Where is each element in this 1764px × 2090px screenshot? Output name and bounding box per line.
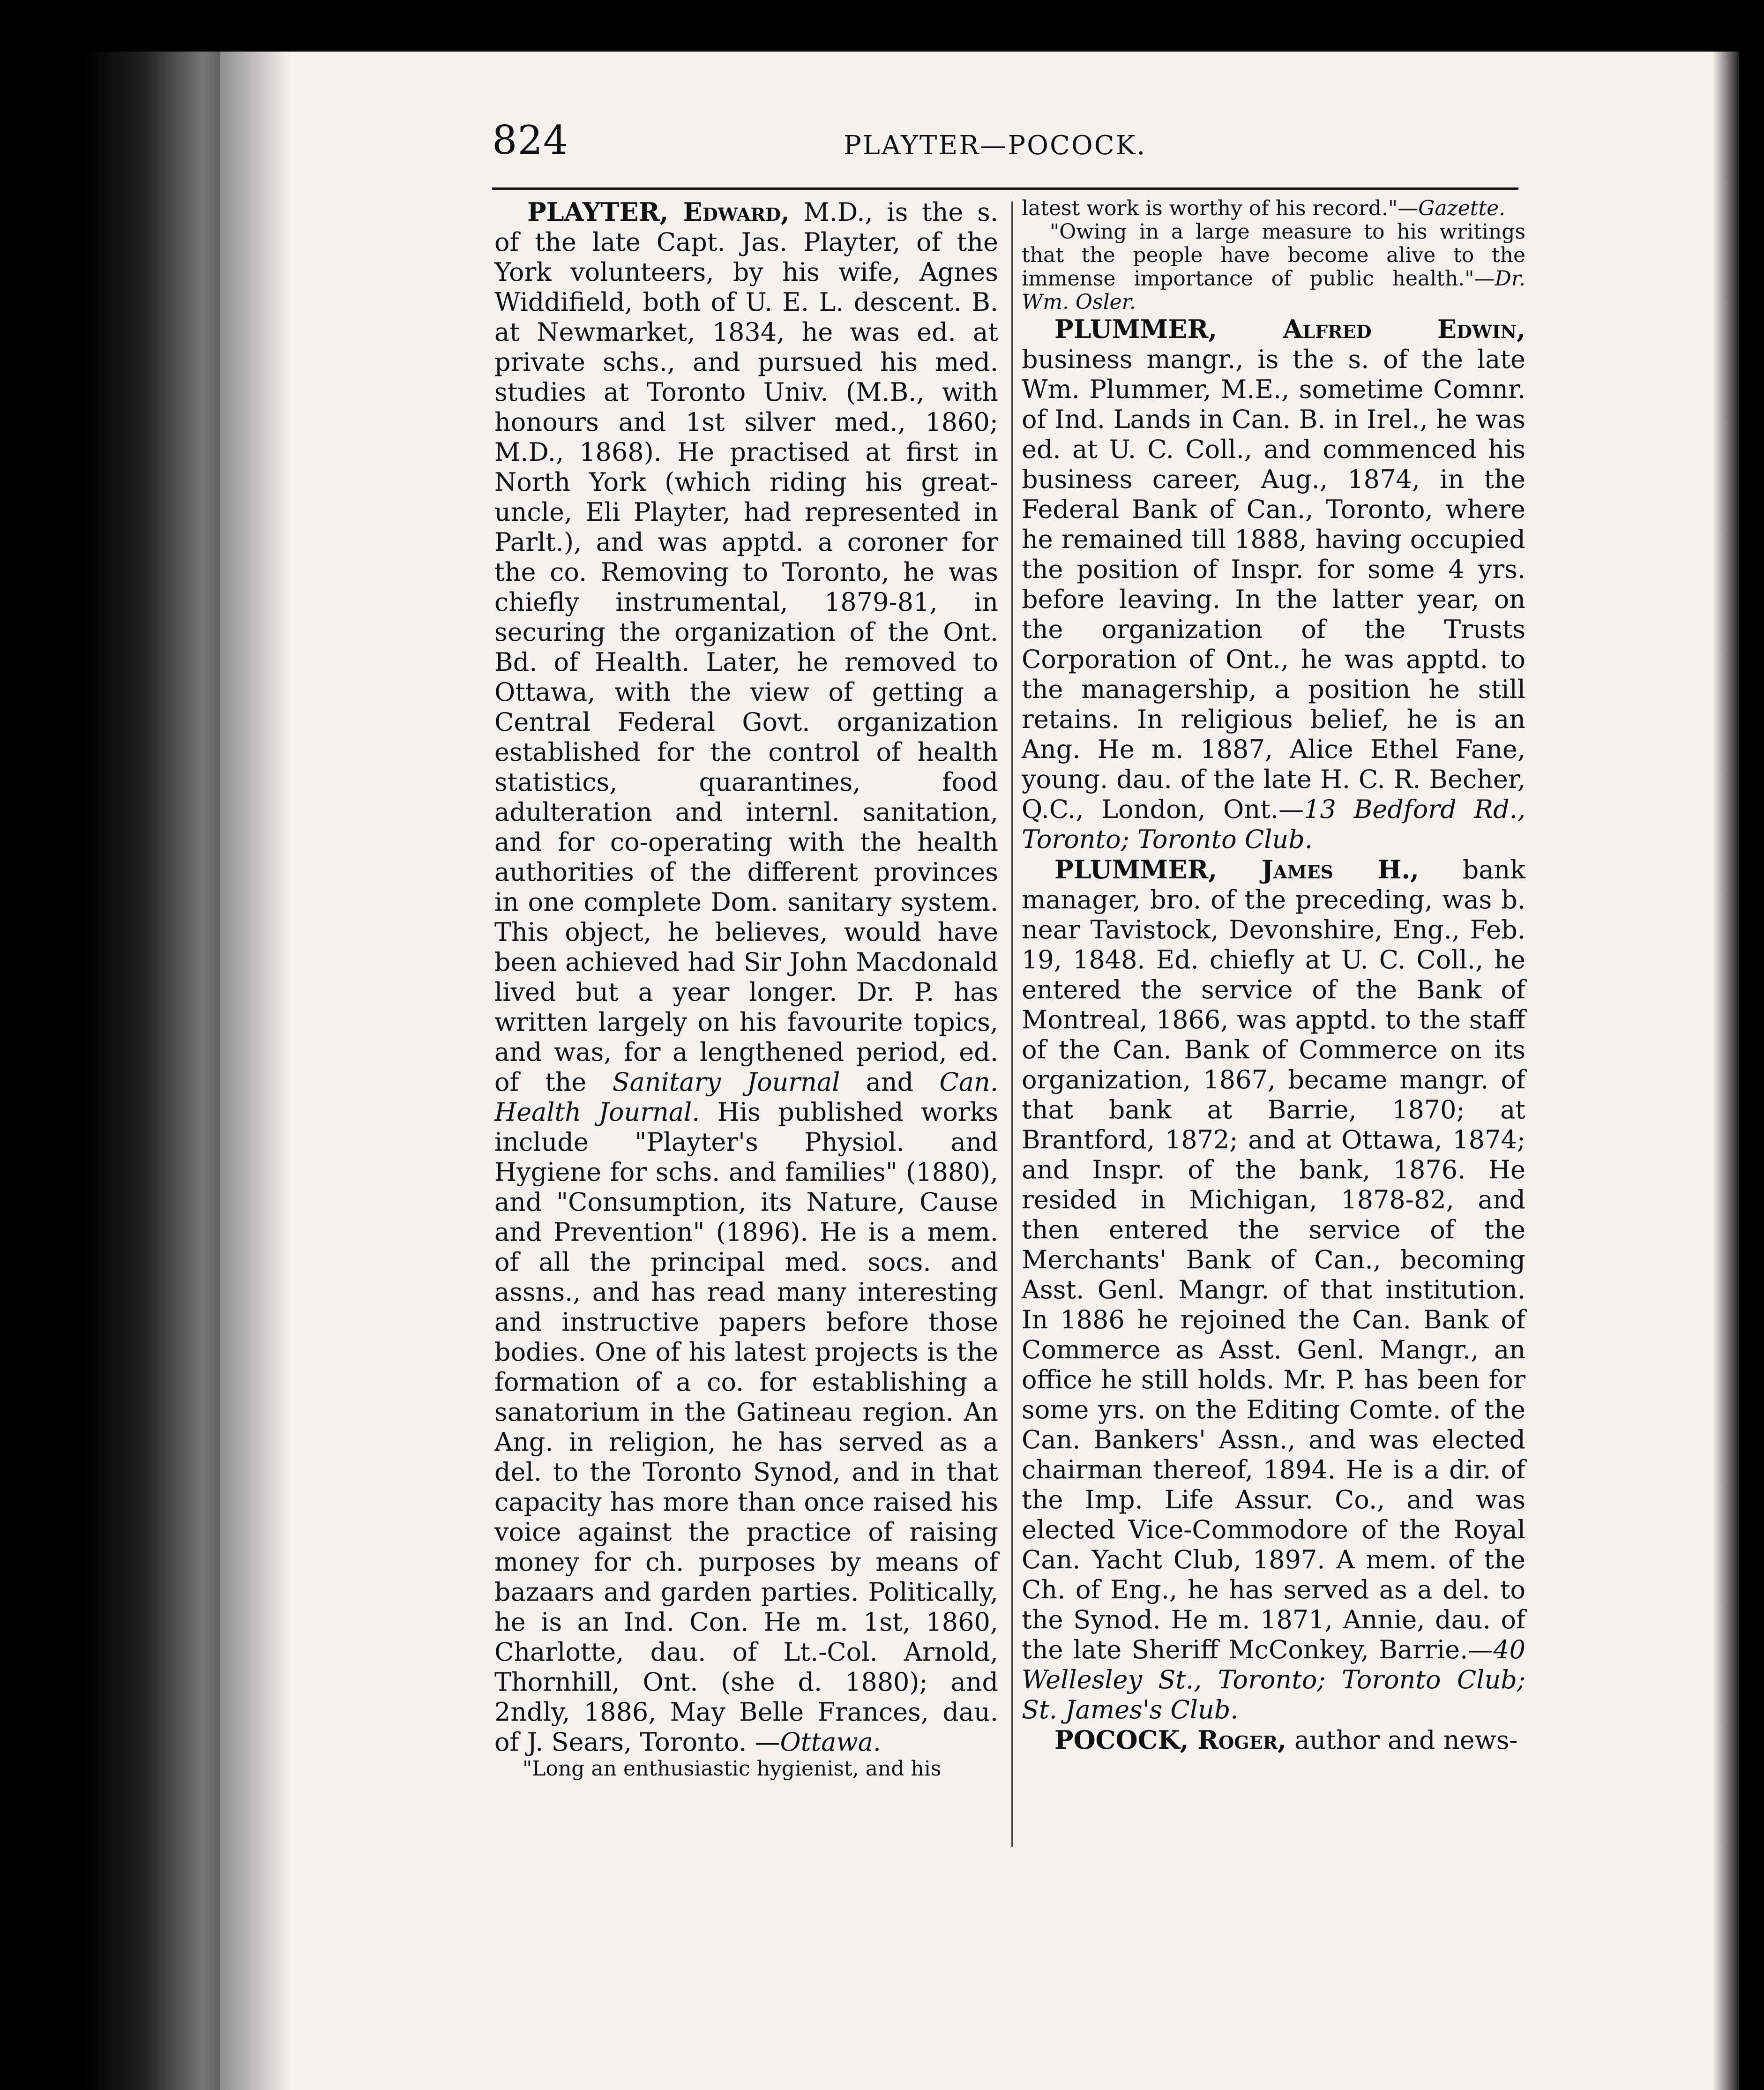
entry-plummer-james — [1022, 854, 1525, 1725]
left-column — [494, 197, 998, 1781]
header-rule — [492, 187, 1518, 190]
entry-pocock-roger — [1022, 1725, 1525, 1755]
running-head: PLAYTER—POCOCK. — [844, 130, 1147, 161]
right-column — [1022, 197, 1525, 1755]
entry-text: author and news- — [1286, 1725, 1518, 1755]
entry-name: PLUMMER, James H., — [1054, 854, 1419, 884]
quote-source: Gazette. — [1418, 196, 1506, 220]
column-divider — [1011, 202, 1013, 1847]
entry-text: and — [840, 1067, 940, 1097]
right-edge-shadow — [1712, 0, 1764, 2090]
quote-text: latest work is worthy of his record."— — [1022, 196, 1419, 220]
entry-text: bank manager, bro. of the preceding, was b. near Tavistock, Devonshire, Eng., Feb. 19, 1848. Ed. chiefly at U. C. Coll., he entered the service of the Bank of Montreal, 1866, was apptd. to the staff of the Can. Bank of Commerce on its organization, 1867, became mangr. of that bank at Barrie, 1870; at Brantford, 1872; and at Ottawa, 1874; and Inspr. of the bank, 1876. He resided in Michigan, 1878-82, and then entered the service of the Merchants' Bank of Can., becoming Asst. Genl. Mangr. of that institution. In 1886 he rejoined the Can. Bank of Commerce as Asst. Genl. Mangr., an office he still holds. Mr. P. has been for some yrs. on the Editing Comte. of the Can. Bankers' Assn., and was elected chairman thereof, 1894. He is a dir. of the Imp. Life Assur. Co., and was elected Vice-Commodore of the Royal Can. Yacht Club, 1897. A mem. of the Ch. of Eng., he has served as a del. to the Synod. He m. 1871, Annie, dau. of the late Sheriff McConkey, Barrie.— — [1022, 855, 1525, 1664]
top-edge-shadow — [0, 0, 1764, 52]
quote-text: "Long an enthusiastic hygienist, and his — [523, 1757, 942, 1781]
entry-address: 13 Bedford Rd., Toronto; Toronto Club. — [1022, 794, 1525, 854]
entry-address: Ottawa. — [780, 1727, 881, 1757]
entry-text: His published works include "Playter's Physiol. and Hygiene for schs. and families" (1880), and "Consumption, its Nature, Cause and Prevention" (1896). He is a mem. of all the principal med. socs. and assns., and has read many interesting and instructive papers before those bodies. One of his latest projects is the formation of a co. for establishing a sanatorium in the Gatineau region. An Ang. in religion, he has served as a del. to the Toronto Synod, and in that capacity has more than once raised his voice against the practice of raising money for ch. purposes by means of bazaars and garden parties. Politically, he is an Ind. Con. He m. 1st, 1860, Charlotte, dau. of Lt.-Col. Arnold, Thornhill, Ont. (she d. 1880); and 2ndly, 1886, May Belle Frances, dau. of J. Sears, Toronto. — — [494, 1097, 998, 1757]
entry-name: PLAYTER, Edward, — [527, 197, 790, 227]
quote-source: Dr. Wm. Osler. — [1022, 267, 1525, 314]
press-quote — [1022, 220, 1525, 314]
entry-name: POCOCK, Roger, — [1054, 1725, 1286, 1755]
entry-name: PLUMMER, Alfred Edwin, — [1054, 314, 1525, 344]
entry-address: 40 Wellesley St., Toronto; Toronto Club; St. James's Club. — [1022, 1635, 1525, 1724]
entry-plummer-alfred — [1022, 314, 1525, 854]
quote-text: "Owing in a large measure to his writings that the people have become alive to the immense importance of public health."— — [1022, 220, 1525, 291]
entry-text: business mangr., is the s. of the late Wm. Plummer, M.E., sometime Comnr. of Ind. Lands in Can. B. in Irel., he was ed. at U. C. Coll., and commenced his business career, Aug., 1874, in the Federal Bank of Can., Toronto, where he remained till 1888, having occupied the position of Inspr. for some 4 yrs. before leaving. In the latter year, on the organization of the Trusts Corporation of Ont., he was apptd. to the managership, a position he still retains. In religious belief, he is an Ang. He m. 1887, Alice Ethel Fane, young. dau. of the late H. C. R. Becher, Q.C., London, Ont.— — [1022, 345, 1525, 824]
entry-text: M.D., is the s. of the late Capt. Jas. Playter, of the York volunteers, by his wife, Agnes Widdifield, both of U. E. L. descent. B. at Newmarket, 1834, he was ed. at private schs., and pursued his med. studies at Toronto Univ. (M.B., with honours and 1st silver med., 1860; M.D., 1868). He practised at first in North York (which riding his great-uncle, Eli Playter, had represented in Parlt.), and was apptd. a coroner for the co. Removing to Toronto, he was chiefly instrumental, 1879-81, in securing the organization of the Ont. Bd. of Health. Later, he removed to Ottawa, with the view of getting a Central Federal Govt. organization established for the control of health statistics, quarantines, food adulteration and internl. sanitation, and for co-operating with the health authorities of the different provinces in one complete Dom. sanitary system. This object, he believes, would have been achieved had Sir John Macdonald lived but a year longer. Dr. P. has written largely on his favourite topics, and was, for a lengthened period, ed. of the — [494, 197, 998, 1097]
press-quote-continued — [1022, 197, 1525, 220]
journal-title: Sanitary Journal — [612, 1067, 840, 1097]
journal-title: Can. Health Journal. — [494, 1067, 998, 1127]
press-quote — [494, 1757, 998, 1781]
page-number: 824 — [492, 117, 569, 163]
binding-shadow — [0, 0, 291, 2090]
entry-playter-edward — [494, 197, 998, 1757]
